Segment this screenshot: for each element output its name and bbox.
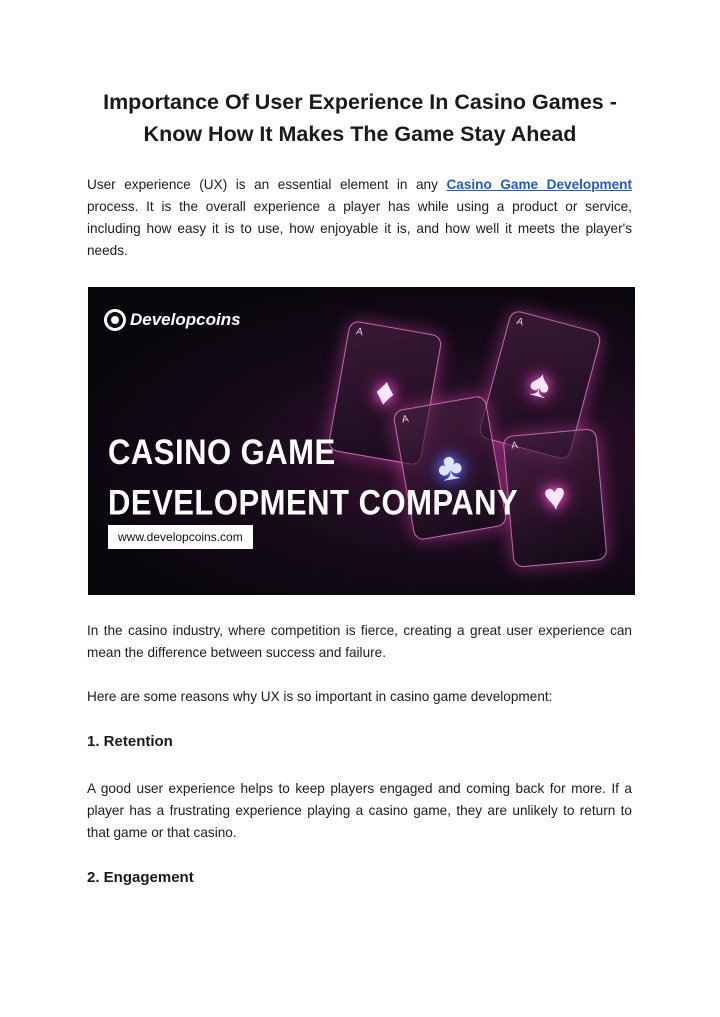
logo-icon <box>104 309 126 331</box>
card-corner: A <box>515 315 525 329</box>
document-title <box>60 86 660 150</box>
title-line-1: Importance Of User Experience In Casino Games - <box>103 90 617 114</box>
title-line-2: Know How It Makes The Game Stay Ahead <box>143 122 577 146</box>
card-corner: A <box>355 326 364 339</box>
logo-text: Developcoins <box>130 310 241 329</box>
banner-url-badge: www.developcoins.com <box>108 525 253 549</box>
banner-headline-line-1: CASINO GAME <box>108 431 336 472</box>
developcoins-logo <box>104 309 241 331</box>
card-corner: A <box>400 413 410 426</box>
retention-heading: 1. Retention <box>87 733 173 750</box>
competition-paragraph: In the casino industry, where competition is fierce, creating a great user experience can mean the difference between success and failure. <box>87 623 632 660</box>
casino-game-development-link[interactable]: Casino Game Development <box>446 177 632 192</box>
banner-image <box>88 287 635 595</box>
spade-icon: ♠ <box>524 361 556 408</box>
club-icon: ♣ <box>433 444 466 491</box>
diamond-icon: ♦ <box>371 370 399 415</box>
card-corner: A <box>510 440 519 452</box>
intro-text-after-link: process. It is the overall experience a player has while using a product or service, including how easy it is to use, how enjoyable it is, and how well it meets the player's needs. <box>87 199 632 258</box>
intro-text-before-link: User experience (UX) is an essential element in any <box>87 177 447 192</box>
engagement-heading: 2. Engagement <box>87 869 194 886</box>
intro-paragraph <box>87 174 632 262</box>
heart-icon: ♥ <box>541 475 569 520</box>
reasons-intro-paragraph: Here are some reasons why UX is so important in casino game development: <box>87 689 553 704</box>
banner-headline <box>108 427 518 528</box>
retention-paragraph: A good user experience helps to keep players engaged and coming back for more. If a player has a frustrating experience playing a casino game, they are unlikely to return to that game or that casino. <box>87 781 632 840</box>
banner-headline-line-2: DEVELOPMENT COMPANY <box>108 482 519 523</box>
